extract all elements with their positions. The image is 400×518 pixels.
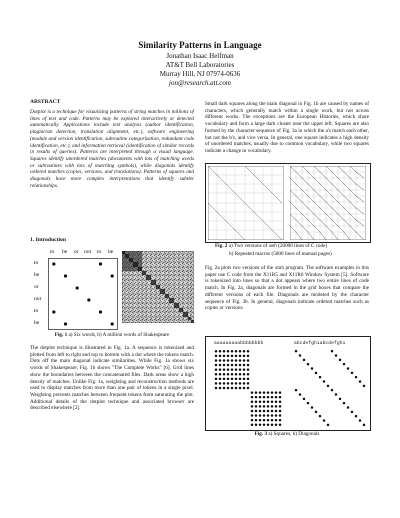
fig3-match-dot (243, 359, 246, 362)
col-word-5: to (97, 249, 102, 255)
fig3-match-dot (219, 373, 222, 376)
fig3-match-dot (267, 391, 270, 394)
fig3-match-dot (279, 410, 282, 413)
fig3-match-dot (311, 406, 314, 409)
fig3-match-dot (303, 359, 306, 362)
fig1b-diag-block (183, 312, 188, 317)
fig3-match-dot (263, 414, 266, 417)
fig3-match-dot (251, 410, 254, 413)
fig1a-match-dot (52, 262, 55, 265)
figure-3 (205, 336, 371, 431)
fig3-match-dot (219, 359, 222, 362)
fig3-match-dot (231, 387, 234, 390)
fig3-match-dot (263, 410, 266, 413)
fig3-match-dot (299, 354, 302, 357)
fig3-match-dot (307, 402, 310, 405)
fig1-caption-text: a) Six words, b) A million words of Shakespeare (67, 332, 170, 338)
figure-1 (30, 249, 194, 331)
fig3-match-dot (275, 405, 278, 408)
fig3-match-dot (303, 398, 306, 401)
fig1-label: Fig. 1 (54, 332, 68, 338)
fig1a-match-dot (87, 298, 90, 301)
fig3-match-dot (239, 378, 242, 381)
fig3-match-dot (279, 423, 282, 426)
fig3-match-dot (247, 387, 250, 390)
fig1b-diag-block (133, 262, 138, 267)
fig3-match-dot (271, 391, 274, 394)
fig1b-diag-block (165, 294, 169, 298)
fig3-match-dot (263, 423, 266, 426)
figure-1b-dotplot (122, 251, 194, 323)
fig3-match-dot (299, 393, 302, 396)
fig3a-sequence: aaaaaaaaabbbbbbbb (214, 341, 264, 346)
fig3-match-dot (215, 382, 218, 385)
fig3-match-dot (239, 364, 242, 367)
col-word-4: not (84, 249, 92, 255)
fig3-match-dot (231, 368, 234, 371)
fig3-match-dot (259, 391, 262, 394)
fig3-match-dot (231, 382, 234, 385)
fig1b-diag-block (188, 317, 191, 320)
fig3-match-dot (315, 411, 318, 413)
row-word-6: be (34, 320, 40, 326)
fig3-match-dot (323, 380, 326, 383)
fig1a-match-dot (99, 310, 102, 313)
author-email: jon@research.att.com (169, 79, 231, 87)
fig3-match-dot (259, 419, 262, 422)
fig3-match-dot (243, 368, 246, 371)
fig3-match-dot (219, 387, 222, 390)
fig3-match-dot (279, 391, 282, 394)
fig3-match-dot (247, 355, 250, 358)
fig3-match-dot (259, 410, 262, 413)
fig3-match-dot (215, 355, 218, 358)
fig3-match-dot (275, 391, 278, 394)
right-paragraph-1: Small dark squares along the main diagonal in Fig. 1b are caused by names of characters, which generally match within a single work, but not across different works. The exceptions are the European Histories, which share vocabulary and form a large dark cluster near the upper left. Squares are also formed by the character sequence of Fig. 3a in which the a's match each other, but not the b's, and vice versa. In general, one square indicates a high density of unordered matches, usually due to common vocabulary, while two squares indicate a change in vocabulary. (205, 101, 369, 154)
fig3-match-dot (275, 419, 278, 422)
fig3-match-dot (339, 398, 342, 401)
fig3-match-dot (235, 350, 238, 353)
fig3-match-dot (343, 402, 346, 405)
fig3-match-dot (231, 350, 234, 353)
fig3-match-dot (247, 382, 250, 385)
fig2-label: Fig. 2 (215, 243, 228, 249)
fig3-match-dot (327, 385, 330, 388)
row-word-4: not (34, 296, 42, 302)
fig3-match-dot (227, 359, 230, 362)
fig3-match-dot (227, 378, 230, 381)
fig1a-frame (49, 259, 118, 330)
fig1b-diag-block (129, 258, 133, 262)
fig3-match-dot (271, 401, 274, 404)
fig3-match-dot (335, 393, 338, 396)
fig3-match-dot (271, 405, 274, 408)
fig3-match-dot (215, 387, 218, 390)
fig1b-diag-block (191, 320, 194, 323)
fig3-match-dot (243, 387, 246, 390)
affiliation: AT&T Bell Laboratories (165, 61, 235, 69)
fig3-match-dot (251, 414, 254, 417)
right-paragraph-2: Fig. 2a plots two versions of the xmh program. The software examples in this paper use C code from the X11R5 and X11R6 Window System [5]. Software is tokenized into lines so that a dot appears where two entire lines of code match. In Fig. 2a, diagonals are formed in the grid boxes that compare the different versions of each file. Diagonals are modeled by the character sequence of Fig. 3b. In general, diagonals indicate ordered matches such as copies or versions. (205, 265, 369, 312)
fig3-match-dot (363, 385, 366, 388)
fig3-match-dot (255, 405, 258, 408)
fig3-match-dot (263, 391, 266, 394)
fig3-match-dot (251, 419, 254, 422)
fig3-match-dot (239, 355, 242, 358)
fig1b-diag-block (156, 285, 160, 289)
fig3-match-dot (219, 382, 222, 385)
fig3-match-dot (263, 401, 266, 404)
figure-2a-dotplot (208, 166, 284, 240)
fig3-match-dot (259, 414, 262, 417)
fig3-match-dot (239, 350, 242, 353)
fig3-match-dot (235, 368, 238, 371)
fig3b-dots (295, 350, 366, 426)
fig3-match-dot (295, 350, 298, 353)
fig1b-diag-block (146, 275, 151, 280)
fig3-match-dot (255, 391, 258, 394)
fig1a-match-dot (64, 274, 67, 277)
fig3a-dots (215, 350, 282, 426)
author-name: Jonathan Isaac Helfman (166, 52, 234, 60)
fig3-match-dot (223, 364, 226, 367)
fig3-match-dot (247, 359, 250, 362)
fig3-match-dot (243, 355, 246, 358)
fig3-match-dot (239, 382, 242, 385)
figure-2 (205, 163, 371, 243)
fig3-match-dot (359, 380, 362, 383)
figure-3-caption (205, 431, 369, 438)
fig1b-diag-block (142, 271, 146, 275)
fig3-match-dot (259, 396, 262, 399)
fig3-match-dot (223, 355, 226, 358)
figure-2b-dotplot (290, 166, 366, 240)
fig3-match-dot (243, 382, 246, 385)
fig3-match-dot (247, 373, 250, 376)
fig1a-match-dot (64, 322, 67, 325)
fig3-match-dot (215, 359, 218, 362)
fig3-match-dot (235, 359, 238, 362)
fig1a-match-dot (111, 322, 114, 325)
fig3-match-dot (227, 382, 230, 385)
fig3-match-dot (335, 354, 338, 357)
col-word-3: or (74, 249, 79, 255)
fig3-match-dot (215, 364, 218, 367)
fig1a-column-labels (48, 249, 118, 257)
address: Murray Hill, NJ 07974-0636 (159, 70, 241, 78)
fig3-match-dot (251, 391, 254, 394)
fig3-match-dot (323, 419, 326, 422)
fig3-match-dot (311, 367, 314, 370)
fig3-match-dot (235, 364, 238, 367)
fig3-match-dot (219, 355, 222, 358)
figure-1-caption (30, 332, 194, 339)
fig1b-diag-block (125, 254, 129, 258)
fig1b-diag-block (174, 303, 179, 308)
fig3-match-dot (267, 423, 270, 426)
fig3-match-dot (219, 368, 222, 371)
fig3-match-dot (307, 363, 310, 366)
fig3-match-dot (355, 415, 358, 418)
col-word-6: be (108, 249, 114, 255)
fig3-match-dot (227, 355, 230, 358)
fig3-match-dot (319, 376, 322, 379)
fig3-match-dot (215, 350, 218, 353)
fig3-match-dot (267, 414, 270, 417)
fig3-match-dot (239, 359, 242, 362)
fig1b-diag-block (179, 308, 183, 312)
fig3-match-dot (235, 355, 238, 358)
fig3-match-dot (343, 363, 346, 366)
row-word-2: be (34, 272, 40, 278)
fig3-match-dot (215, 373, 218, 376)
fig3-match-dot (223, 350, 226, 353)
fig3-match-dot (235, 373, 238, 376)
fig3-match-dot (315, 372, 318, 375)
fig3-match-dot (295, 389, 298, 392)
fig3-match-dot (247, 378, 250, 381)
fig3-match-dot (231, 364, 234, 367)
paper-title: Similarity Patterns in Language (138, 40, 262, 50)
row-word-5: to (34, 308, 39, 314)
fig3-match-dot (263, 405, 266, 408)
fig3-match-dot (347, 367, 350, 370)
fig3-match-dot (231, 378, 234, 381)
fig3-match-dot (255, 419, 258, 422)
fig3-match-dot (235, 378, 238, 381)
col-word-2: be (62, 249, 68, 255)
fig3-match-dot (243, 364, 246, 367)
fig3-match-dot (235, 382, 238, 385)
fig3-match-dot (215, 378, 218, 381)
fig3-match-dot (267, 405, 270, 408)
fig3-match-dot (239, 387, 242, 390)
fig3-match-dot (227, 350, 230, 353)
fig3-match-dot (223, 373, 226, 376)
fig3-match-dot (359, 419, 362, 422)
fig3-match-dot (259, 401, 262, 404)
fig3-match-dot (267, 410, 270, 413)
fig3-match-dot (235, 387, 238, 390)
fig3-match-dot (223, 382, 226, 385)
fig3-match-dot (223, 378, 226, 381)
fig3-match-dot (279, 401, 282, 404)
fig3-match-dot (271, 423, 274, 426)
fig3-match-dot (231, 373, 234, 376)
fig3-match-dot (223, 387, 226, 390)
fig3-match-dot (243, 350, 246, 353)
fig3-match-dot (239, 368, 242, 371)
fig3-match-dot (271, 414, 274, 417)
fig3-match-dot (223, 359, 226, 362)
fig3-match-dot (259, 423, 262, 426)
fig2-code-xmh: xmh (268, 244, 277, 249)
fig3-match-dot (355, 376, 358, 379)
intro-heading: 1. Introduction (30, 237, 66, 243)
fig1a-row-labels (34, 260, 48, 330)
row-word-3: or (34, 284, 39, 290)
fig3-match-dot (263, 396, 266, 399)
fig1a-match-dot (76, 286, 79, 289)
fig1a-match-dot (111, 274, 114, 277)
fig3-match-dot (279, 419, 282, 422)
fig3-match-dot (267, 419, 270, 422)
fig3-match-dot (275, 414, 278, 417)
figure-2-caption (205, 243, 379, 257)
fig3-match-dot (275, 401, 278, 404)
intro-body: The dotplot technique is illustrated in Fig. 1a. A sequence is tokenized and plotted from left to right and top to bottom with a dot where the tokens match. Dots off the main diagonal indicate similarities. While Fig. 1a shows six words of Shakespeare, Fig. 1b shows "The Complete Works" [6]. Grid lines show the boundaries between the concatenated files. Dark areas show a high density of matches. Unlike Fig. 1a, weighting and reconstruction methods are used to display matches from more than one pair of tokens in a single pixel. Weighting prevents matches between frequent tokens from saturating the plot. Additional details of the dotplot technique and associated browser are described elsewhere [2]. (30, 345, 194, 412)
fig3-match-dot (279, 396, 282, 399)
fig3-match-dot (279, 414, 282, 417)
fig3-match-dot (351, 372, 354, 375)
fig3-label: Fig. 3 (254, 431, 268, 437)
fig3-match-dot (271, 419, 274, 422)
fig2-caption-b: (20000 lines of C code) (276, 243, 328, 249)
fig3-match-dot (267, 396, 270, 399)
col-word-1: to (50, 249, 55, 255)
fig3-match-dot (255, 423, 258, 426)
fig3-match-dot (231, 359, 234, 362)
fig3-match-dot (255, 396, 258, 399)
fig2-caption-line2: b) Repeated macros (5000 lines of manual pages) (229, 250, 332, 257)
fig3-match-dot (351, 411, 354, 413)
fig3-match-dot (275, 396, 278, 399)
fig3-match-dot (227, 364, 230, 367)
fig3-match-dot (219, 378, 222, 381)
fig3-match-dot (263, 419, 266, 422)
fig3-match-dot (215, 368, 218, 371)
fig3-match-dot (259, 405, 262, 408)
fig3-match-dot (227, 387, 230, 390)
fig2-caption-a: a) Two versions of (227, 243, 269, 249)
fig1a-dot-matrix (48, 258, 118, 330)
figure-3b-dots (294, 349, 366, 427)
abstract-text: Dotplot is a technique for visualizing patterns of string matches in millions of lines of text and code. Patterns may be explored interactively or detected automatically. Applications include text analysis (author identification, plagiarism detection, translation alignment, etc.), software engineering (module and version identification, subroutine categorization, redundant code identification, etc.), and information retrieval (identification of similar records in results of queries). Patterns are interpreted through a visual language. Squares identify unordered matches (documents with lots of matching words or subroutines with lots of matching symbols), while diagonals identify ordered matches (copies, versions, and translations). Patterns of squares and diagonals have more complex interpretations that identify subtler relationships. (30, 109, 194, 189)
fig3-match-dot (255, 414, 258, 417)
abstract-heading: ABSTRACT (30, 99, 61, 105)
fig3-match-dot (227, 368, 230, 371)
fig3-match-dot (239, 373, 242, 376)
fig3-match-dot (251, 401, 254, 404)
fig1b-diag-block (160, 289, 165, 294)
fig3-match-dot (275, 423, 278, 426)
fig1b-diag-block (138, 267, 142, 271)
fig3-match-dot (219, 364, 222, 367)
fig3-match-dot (363, 424, 366, 427)
fig3-caption-text: a) Squares, b) Diagonals (267, 431, 320, 437)
fig3-match-dot (275, 410, 278, 413)
fig3-match-dot (251, 405, 254, 408)
fig1b-diag-block (169, 298, 174, 303)
fig3-match-dot (255, 410, 258, 413)
fig1b-diag-block (122, 251, 125, 254)
fig3-match-dot (243, 378, 246, 381)
fig3-match-dot (243, 373, 246, 376)
fig3-match-dot (251, 396, 254, 399)
fig3-match-dot (247, 368, 250, 371)
fig3-match-dot (339, 359, 342, 362)
fig3-match-dot (251, 423, 254, 426)
fig3-match-dot (327, 424, 330, 427)
fig3-match-dot (267, 401, 270, 404)
fig3-match-dot (271, 410, 274, 413)
fig1a-match-dot (52, 310, 55, 313)
fig3-match-dot (331, 350, 334, 353)
fig3-match-dot (247, 350, 250, 353)
figure-1a (30, 249, 118, 331)
fig1a-dots (52, 262, 114, 325)
fig1a-match-dot (99, 262, 102, 265)
fig3-match-dot (279, 405, 282, 408)
fig3-match-dot (347, 406, 350, 409)
fig3-match-dot (227, 373, 230, 376)
fig3-match-dot (271, 396, 274, 399)
fig3b-sequence: abcdefghiabcdefghi (294, 341, 346, 346)
fig3-match-dot (231, 355, 234, 358)
fig3-match-dot (319, 415, 322, 418)
fig3-match-dot (255, 401, 258, 404)
fig1b-diag-block (151, 280, 156, 285)
fig3-match-dot (331, 389, 334, 392)
fig3-match-dot (223, 368, 226, 371)
fig3-match-dot (247, 364, 250, 367)
figure-3a-dots (214, 349, 282, 427)
fig3-match-dot (219, 350, 222, 353)
row-word-1: to (34, 260, 39, 266)
